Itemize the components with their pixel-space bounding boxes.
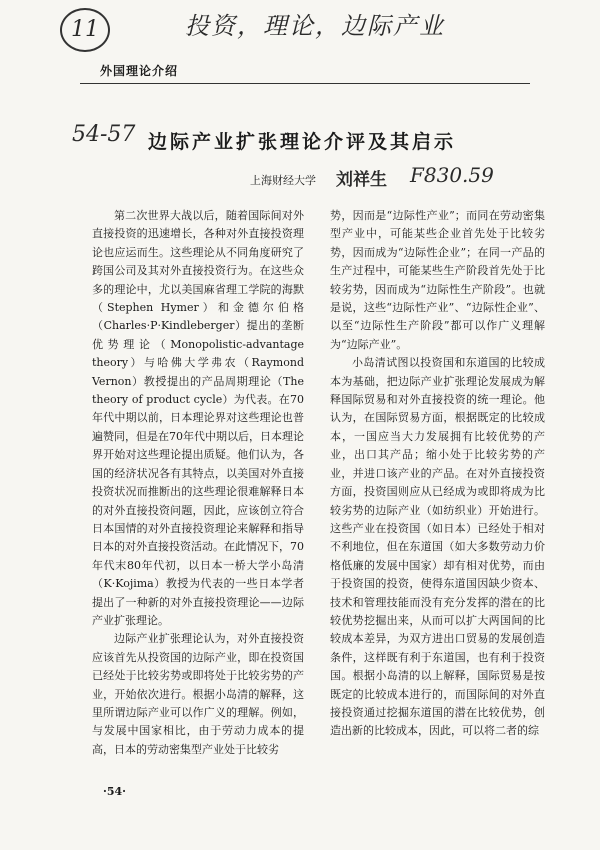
paragraph: 第二次世界大战以后，随着国际间对外直接投资的迅速增长，各种对外直接投资理论也应运而生。这些理论从不同角度研究了跨国公司及其对外直接投资行为。在这些众多的理论中，尤以美国麻省理工学院的海默（Stephen Hymer）和金德尔伯格（Charles·P·Kindleberger）提出的垄断优势理论（Monopolistic-advantage theory）与哈佛大学弗农（Raymond Vernon）教授提出的产品周期理论（The theory of product cycle）为代表。在70年代中期以前，日本理论界对这些理论也普遍赞同，但是在70年代中期以后，日本理论界开始对这些理论提出质疑。他们认为，各国的经济状况各有其特点，以美国对外直接投资状况而推断出的这些理论很难解释日本的对外直接投资问题，因此，应该创立符合日本国情的对外直接投资理论来解释和指导日本的对外直接投资活动。在此情况下，70年代末80年代初，以日本一桥大学小岛清（K·Kojima）教授为代表的一些日本学者提出了一种新的对外直接投资理论——边际产业扩张理论。 <box>92 209 304 627</box>
page-number: ·54· <box>103 785 126 798</box>
body-column-right <box>330 207 545 741</box>
paragraph: 边际产业扩张理论认为，对外直接投资应该首先从投资国的边际产业，即在投资国已经处于比较劣势或即将处于比较劣势的产业，开始依次进行。根据小岛清的解释，这里所谓边际产业可以作广义的理解。例如，与发展中国家相比，由于劳动力成本的提高，日本的劳动密集型产业处于比较劣 <box>92 632 304 756</box>
section-header: 外国理论介绍 <box>100 64 179 78</box>
paragraph: 势，因而是“边际性产业”；而同在劳动密集型产业中，可能某些企业首先处于比较劣势，因而成为“边际性企业”；在同一产品的生产过程中，可能某些生产阶段首先处于比较劣势，因而成为“边际性生产阶段”。也就是说，这些“边际性产业”、“边际性企业”、以至“边际性生产阶段”都可以作广义理解为“边际产业”。 <box>330 209 545 351</box>
body-column-left <box>92 207 304 759</box>
handwritten-class-code: F830.59 <box>410 163 494 187</box>
handwritten-circled-number: 11 <box>60 8 110 52</box>
paragraph: 小岛清试图以投资国和东道国的比较成本为基础，把边际产业扩张理论发展成为解释国际贸易和对外直接投资的统一理论。他认为，在国际贸易方面，根据既定的比较成本，一国应当大力发展拥有比较优势的产业，出口其产品；缩小处于比较劣势的产业，并进口该产业的产品。在对外直接投资方面，投资国则应从已经成为或即将成为比较劣势的边际产业（如纺织业）开始进行。这些产业在投资国（如日本）已经处于相对不利地位，但在东道国（如大多数劳动力价格低廉的发展中国家）却有相对优势，而由于投资国的投资，使得东道国因缺少资本、技术和管理技能而没有充分发挥的潜在的比较优势挖掘出来，从而可以扩大两国间的比较成本差异，为双方进出口贸易的发展创造条件，这样既有利于东道国，也有利于投资国。根据小岛清的以上解释，国际贸易是按既定的比较成本进行的，而国际间的对外直接投资通过挖掘东道国的潜在比较优势，创造出新的比较成本，因此，可以将二者的综 <box>330 356 545 738</box>
handwritten-keywords: 投资，理论，边际产业 <box>185 12 445 40</box>
author-affiliation: 上海财经大学 <box>250 174 316 187</box>
article-title: 边际产业扩张理论介评及其启示 <box>148 131 457 153</box>
handwritten-page-range: 54-57 <box>72 122 136 147</box>
header-rule <box>80 83 530 84</box>
author-name: 刘祥生 <box>336 170 387 190</box>
